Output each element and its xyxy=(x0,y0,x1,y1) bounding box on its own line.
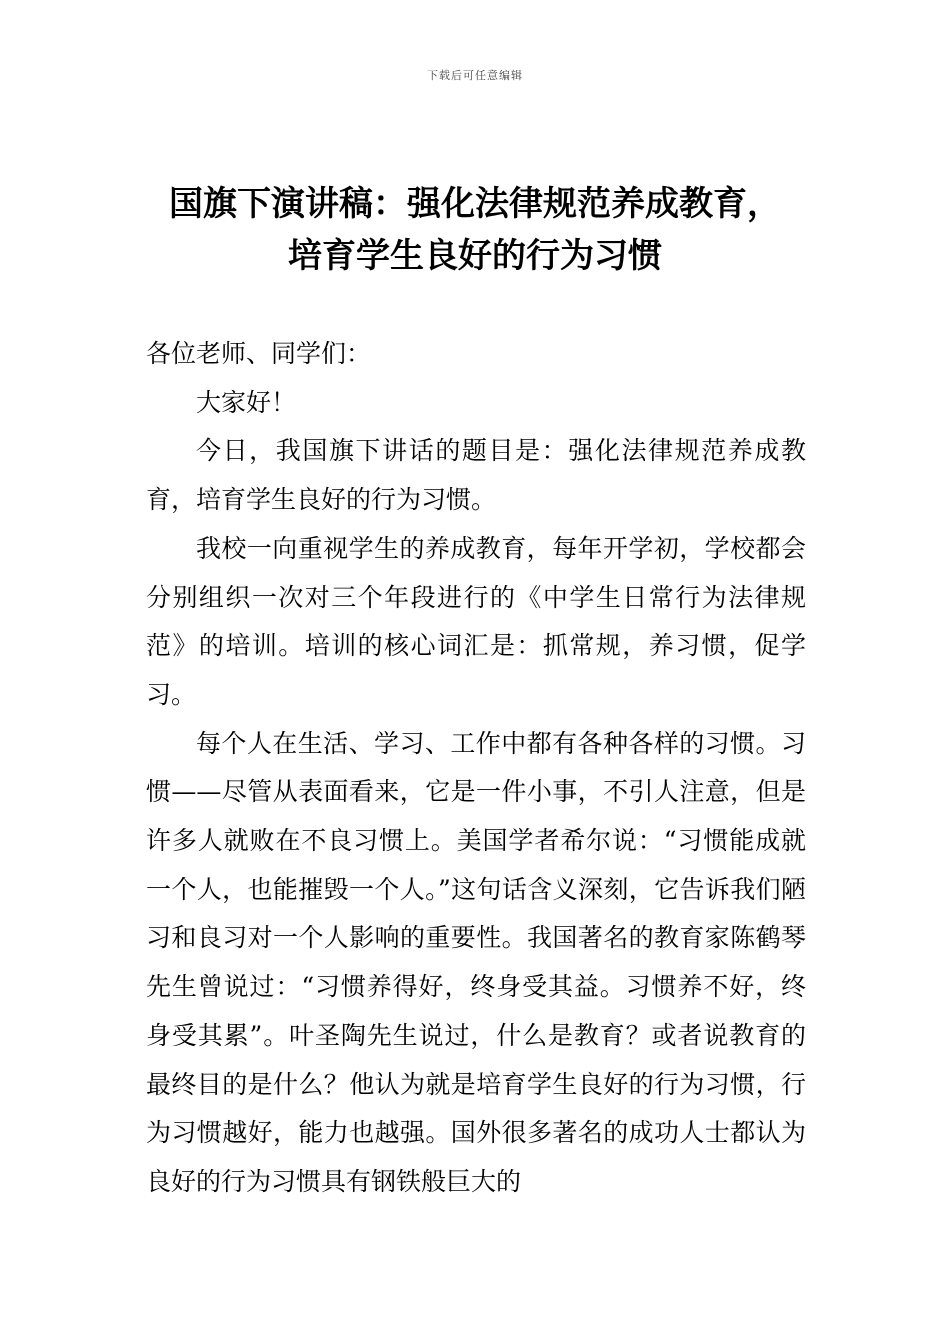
greeting-paragraph: 大家好！ xyxy=(196,387,297,417)
header-note: 下载后可任意编辑 xyxy=(427,69,523,82)
title-line-2: 培育学生良好的行为习惯 xyxy=(288,236,662,276)
salutation-paragraph: 各位老师、同学们： xyxy=(146,339,372,368)
body-paragraph: 每个人在生活、学习、工作中都有各种各样的习惯。习惯——尽管从表面看来，它是一件小事，不引人注意，但是许多人就败在不良习惯上。美国学者希尔说：“习惯能成就一个人，也能摧毁一个人。”这句话含义深刻，它告诉我们陋习和良习对一个人影响的重要性。我国著名的教育家陈鹤琴先生曾说过：“习惯养得好，终身受其益。习惯养不好，终身受其累”。叶圣陶先生说过，什么是教育？或者说教育的最终目的是什么？他认为就是培育学生良好的行为习惯，行为习惯越好，能力也越强。国外很多著名的成功人士都认为良好的行为习惯具有钢铁般巨大的 xyxy=(146,728,806,1196)
title-line-1: 国旗下演讲稿：强化法律规范养成教育， xyxy=(169,184,781,224)
document-title xyxy=(100,178,850,282)
body-paragraph: 我校一向重视学生的养成教育，每年开学初，学校都会分别组织一次对三个年段进行的《中学生日常行为法律规范》的培训。培训的核心词汇是：抓常规，养习惯，促学习。 xyxy=(146,533,806,709)
document-body xyxy=(146,330,806,1207)
body-paragraph: 今日，我国旗下讲话的题目是：强化法律规范养成教育，培育学生良好的行为习惯。 xyxy=(146,436,806,515)
